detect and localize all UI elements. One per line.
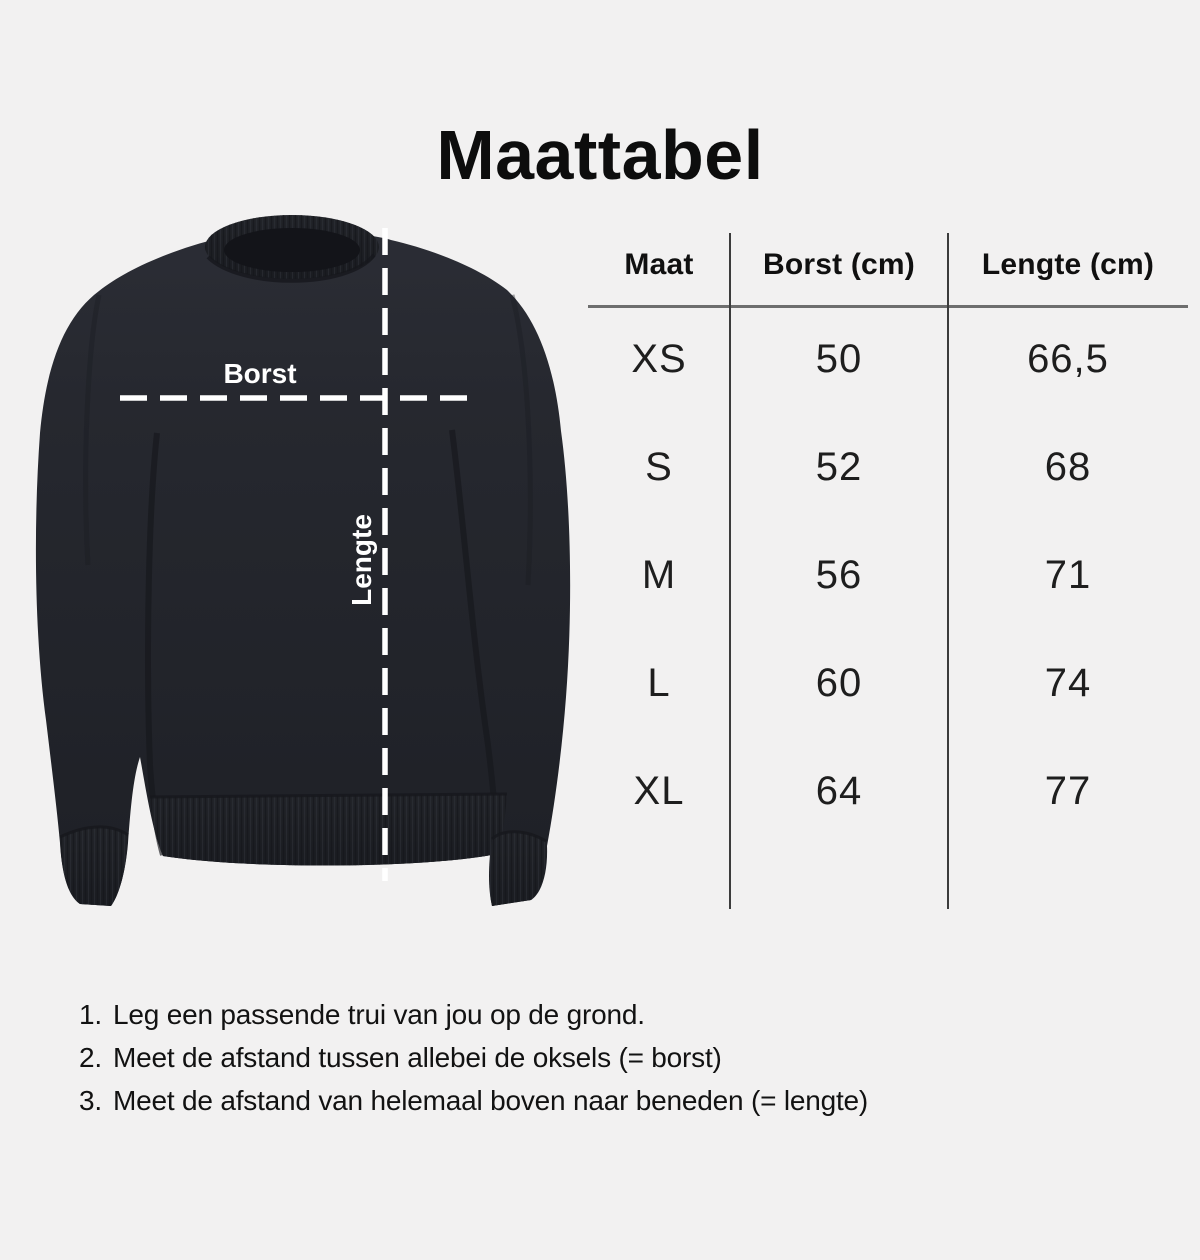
size-table: [588, 225, 1188, 915]
instruction-item: [62, 1085, 868, 1128]
measuring-instructions: [62, 999, 868, 1128]
instruction-number: 2.: [79, 1042, 102, 1073]
instruction-number: 1.: [79, 999, 102, 1030]
size-table-header: [588, 225, 1188, 305]
column-header-maat: Maat: [624, 248, 694, 281]
instruction-text: Meet de afstand van helemaal boven naar beneden (= lengte): [113, 1085, 869, 1116]
chest-cell: 52: [815, 444, 863, 489]
column-header-lengte: Lengte (cm): [981, 248, 1155, 281]
column-header-borst: Borst (cm): [762, 248, 915, 281]
page-title: Maattabel: [436, 115, 764, 194]
instruction-text: Meet de afstand tussen allebei de oksels (= borst): [113, 1042, 722, 1073]
length-cell: 74: [1044, 660, 1092, 705]
chest-cell: 56: [815, 552, 863, 597]
size-cell: L: [647, 660, 671, 705]
chest-cell: 60: [815, 660, 863, 705]
chest-measure-label: Borst: [223, 358, 297, 389]
length-cell: 77: [1044, 768, 1092, 813]
instruction-number: 3.: [79, 1085, 102, 1116]
collar: [205, 215, 379, 281]
size-cell: M: [641, 552, 677, 597]
length-cell: 68: [1044, 444, 1092, 489]
right-cuff: [489, 832, 546, 906]
sweater-illustration: [0, 205, 620, 925]
chest-cell: 50: [815, 336, 863, 381]
chest-cell: 64: [815, 768, 863, 813]
size-table-body: [588, 305, 1188, 845]
left-cuff: [60, 827, 128, 906]
size-cell: XL: [633, 768, 685, 813]
length-measure-label: Lengte: [346, 514, 377, 606]
length-cell: 66,5: [1027, 336, 1109, 381]
instruction-item: [62, 1042, 868, 1085]
size-cell: XS: [631, 336, 687, 381]
sweater-diagram: [0, 205, 620, 925]
hem-band: [150, 794, 507, 866]
instruction-text: Leg een passende trui van jou op de grond.: [113, 999, 645, 1030]
length-cell: 71: [1044, 552, 1092, 597]
size-cell: S: [645, 444, 673, 489]
instruction-item: [62, 999, 868, 1042]
